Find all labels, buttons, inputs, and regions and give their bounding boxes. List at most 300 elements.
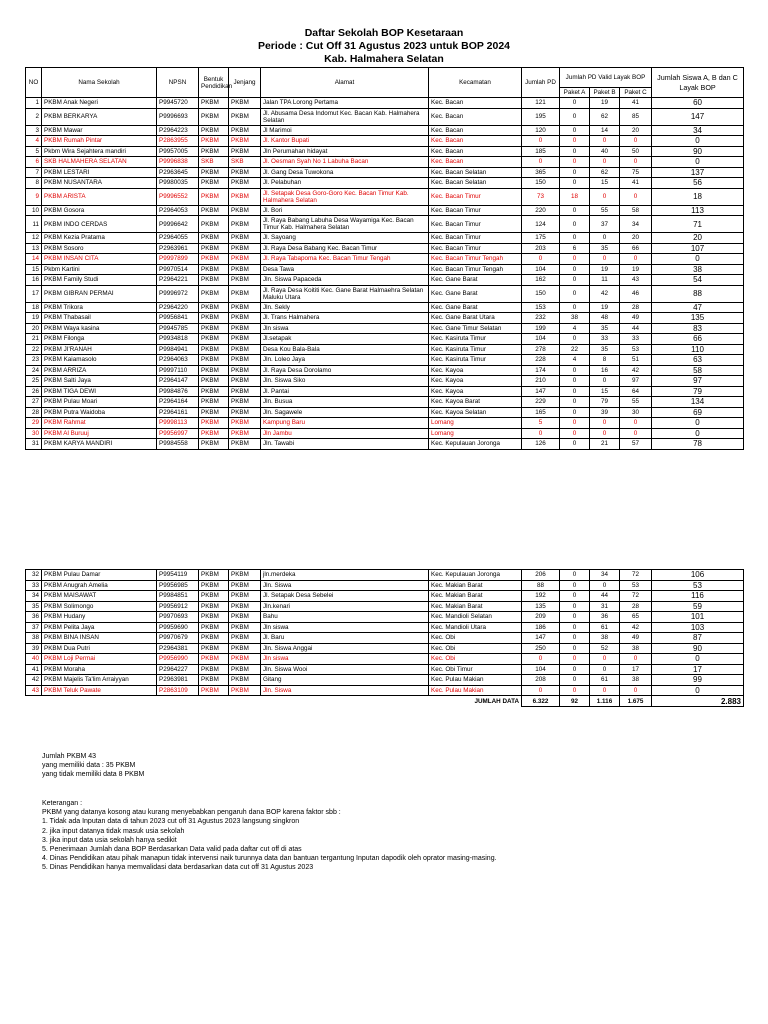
- school-name: PKBM BERKARYA: [42, 108, 157, 125]
- school-paket-b: 0: [590, 233, 620, 244]
- totals-pd: 6.322: [522, 696, 560, 707]
- school-address: Jl. Setapak Desa Goro-Goro Kec. Bacan Timur Kab. Halmahera Selatan: [261, 188, 429, 205]
- school-npsn: P2964221: [157, 275, 199, 286]
- school-paket-b: 0: [590, 418, 620, 429]
- school-name: PKBM Solimongo: [42, 601, 157, 612]
- school-kecamatan: Kec. Makian Barat: [429, 591, 522, 602]
- school-kecamatan: Kec. Bacan Selatan: [429, 178, 522, 189]
- school-paket-b: 34: [590, 570, 620, 581]
- row-number: 13: [26, 243, 42, 254]
- row-number: 32: [26, 570, 42, 581]
- school-paket-a: 0: [560, 418, 590, 429]
- school-paket-c: 41: [620, 98, 652, 109]
- header-alamat: Alamat: [261, 68, 429, 98]
- school-kecamatan: Kec. Bacan Timur: [429, 205, 522, 216]
- school-paket-a: 0: [560, 654, 590, 665]
- school-jumlah-pd: 192: [522, 591, 560, 602]
- school-row: [26, 98, 744, 109]
- school-paket-a: 0: [560, 146, 590, 157]
- school-jenjang: PKBM: [229, 205, 261, 216]
- school-total-siswa: 103: [652, 622, 744, 633]
- school-jenjang: PKBM: [229, 167, 261, 178]
- school-name: PKBM Hudany: [42, 612, 157, 623]
- school-jumlah-pd: 0: [522, 685, 560, 696]
- school-bentuk: PKBM: [199, 98, 229, 109]
- school-jumlah-pd: 365: [522, 167, 560, 178]
- school-npsn: P9984851: [157, 591, 199, 602]
- school-jenjang: PKBM: [229, 664, 261, 675]
- school-name: PKBM Trikora: [42, 302, 157, 313]
- school-bentuk: PKBM: [199, 188, 229, 205]
- school-paket-a: 0: [560, 205, 590, 216]
- school-jenjang: PKBM: [229, 643, 261, 654]
- school-total-siswa: 63: [652, 355, 744, 366]
- school-address: Jl. Trans Halmahera: [261, 313, 429, 324]
- summary-with-data: yang memiliki data : 35 PKBM: [42, 762, 136, 770]
- school-jenjang: PKBM: [229, 125, 261, 136]
- school-jenjang: PKBM: [229, 344, 261, 355]
- school-kecamatan: Kec. Bacan Timur: [429, 188, 522, 205]
- school-row: [26, 654, 744, 665]
- school-jumlah-pd: 150: [522, 178, 560, 189]
- school-row: [26, 334, 744, 345]
- school-paket-a: 0: [560, 622, 590, 633]
- school-paket-b: 0: [590, 254, 620, 265]
- school-jenjang: PKBM: [229, 108, 261, 125]
- school-paket-a: 0: [560, 216, 590, 233]
- school-npsn: P9997110: [157, 365, 199, 376]
- school-paket-a: 0: [560, 157, 590, 168]
- school-bentuk: PKBM: [199, 108, 229, 125]
- school-paket-c: 38: [620, 675, 652, 686]
- school-total-siswa: 71: [652, 216, 744, 233]
- school-npsn: P2964381: [157, 643, 199, 654]
- school-bentuk: PKBM: [199, 205, 229, 216]
- note-item: 4. Dinas Pendidikan atau pihak manapun tidak intervensi naik turunnya data dan bantuan tergantung Inputan dapodik oleh oprator masing-masing.: [42, 855, 497, 863]
- school-row: [26, 285, 744, 302]
- school-address: Jln. Busua: [261, 397, 429, 408]
- school-jumlah-pd: 208: [522, 675, 560, 686]
- school-jenjang: PKBM: [229, 188, 261, 205]
- school-jenjang: PKBM: [229, 570, 261, 581]
- school-total-siswa: 60: [652, 98, 744, 109]
- totals-siswa: 2.883: [652, 696, 744, 707]
- school-bentuk: PKBM: [199, 323, 229, 334]
- school-total-siswa: 0: [652, 157, 744, 168]
- school-total-siswa: 90: [652, 146, 744, 157]
- school-total-siswa: 0: [652, 685, 744, 696]
- row-number: 37: [26, 622, 42, 633]
- school-address: jln.merdeka: [261, 570, 429, 581]
- school-kecamatan: Kec. Makian Barat: [429, 601, 522, 612]
- school-paket-a: 18: [560, 188, 590, 205]
- school-jumlah-pd: 104: [522, 664, 560, 675]
- school-npsn: P2863955: [157, 136, 199, 147]
- school-paket-a: 0: [560, 254, 590, 265]
- school-npsn: P9984876: [157, 386, 199, 397]
- school-bentuk: PKBM: [199, 591, 229, 602]
- school-npsn: P9956841: [157, 313, 199, 324]
- row-number: 33: [26, 580, 42, 591]
- school-bentuk: PKBM: [199, 344, 229, 355]
- school-name: PKBM Rumah Pintar: [42, 136, 157, 147]
- header-kecamatan: Kecamatan: [429, 68, 522, 98]
- school-npsn: P9998113: [157, 418, 199, 429]
- note-item: 1. Tidak ada Inputan data di tahun 2023 cut off 31 Agustus 2023 langsung singkron: [42, 818, 300, 826]
- header-paket-a: Paket A: [560, 88, 590, 98]
- school-name: PKBM Loji Permai: [42, 654, 157, 665]
- school-total-siswa: 99: [652, 675, 744, 686]
- school-bentuk: PKBM: [199, 313, 229, 324]
- school-bentuk: PKBM: [199, 418, 229, 429]
- school-name: PKBM INSAN CITA: [42, 254, 157, 265]
- school-kecamatan: Kec. Bacan Timur: [429, 216, 522, 233]
- school-name: Pkbm Wira Sejahtera mandiri: [42, 146, 157, 157]
- school-jenjang: PKBM: [229, 355, 261, 366]
- school-kecamatan: Kec. Gane Barat Utara: [429, 313, 522, 324]
- school-row: [26, 439, 744, 450]
- school-kecamatan: Kec. Mandioli Selatan: [429, 612, 522, 623]
- school-address: Jl. Oesman Syah No 1 Labuha Bacan: [261, 157, 429, 168]
- note-item: 5. Penerimaan Jumlah dana BOP Berdasarkan Data valid pada daftar cut off di atas: [42, 846, 302, 854]
- school-jenjang: PKBM: [229, 216, 261, 233]
- row-number: 12: [26, 233, 42, 244]
- school-row: [26, 397, 744, 408]
- school-address: Jl. Pelabuhan: [261, 178, 429, 189]
- school-paket-a: 6: [560, 243, 590, 254]
- school-jenjang: PKBM: [229, 323, 261, 334]
- school-paket-b: 61: [590, 675, 620, 686]
- school-kecamatan: Kec. Kayoa: [429, 386, 522, 397]
- school-kecamatan: Kec. Makian Barat: [429, 580, 522, 591]
- school-bentuk: SKB: [199, 157, 229, 168]
- row-number: 36: [26, 612, 42, 623]
- school-kecamatan: Kec. Gane Timur Selatan: [429, 323, 522, 334]
- school-paket-c: 97: [620, 376, 652, 387]
- school-jumlah-pd: 165: [522, 407, 560, 418]
- school-paket-b: 8: [590, 355, 620, 366]
- school-address: Jl. Raya Desa Koititi Kec. Gane Barat Halmaehra Selatan Maluku Utara: [261, 285, 429, 302]
- school-npsn: P2964147: [157, 376, 199, 387]
- school-paket-b: 14: [590, 125, 620, 136]
- school-paket-b: 0: [590, 685, 620, 696]
- school-paket-a: 0: [560, 664, 590, 675]
- notes-intro: PKBM yang datanya kosong atau kurang menyebabkan pengaruh dana BOP karena faktor sbb :: [42, 809, 341, 817]
- school-paket-b: 0: [590, 428, 620, 439]
- school-paket-c: 42: [620, 365, 652, 376]
- school-jumlah-pd: 5: [522, 418, 560, 429]
- school-jumlah-pd: 278: [522, 344, 560, 355]
- school-total-siswa: 83: [652, 323, 744, 334]
- school-name: PKBM Al Buruuj: [42, 428, 157, 439]
- row-number: 9: [26, 188, 42, 205]
- school-jumlah-pd: 175: [522, 233, 560, 244]
- school-paket-a: 0: [560, 264, 590, 275]
- school-paket-a: 4: [560, 355, 590, 366]
- school-jenjang: PKBM: [229, 397, 261, 408]
- school-total-siswa: 54: [652, 275, 744, 286]
- school-paket-b: 15: [590, 386, 620, 397]
- row-number: 35: [26, 601, 42, 612]
- school-row: [26, 146, 744, 157]
- school-paket-c: 51: [620, 355, 652, 366]
- row-number: 2: [26, 108, 42, 125]
- school-jumlah-pd: 73: [522, 188, 560, 205]
- school-address: Jl. Raya Desa Babang Kec. Bacan Timur: [261, 243, 429, 254]
- school-name: PKBM Kezia Pratama: [42, 233, 157, 244]
- school-paket-c: 0: [620, 157, 652, 168]
- school-name: PKBM Pulau Moari: [42, 397, 157, 408]
- school-jumlah-pd: 88: [522, 580, 560, 591]
- school-address: Jln. Siswa: [261, 580, 429, 591]
- school-total-siswa: 66: [652, 334, 744, 345]
- school-jenjang: PKBM: [229, 654, 261, 665]
- school-name: PKBM Teluk Pawate: [42, 685, 157, 696]
- school-paket-c: 0: [620, 654, 652, 665]
- school-total-siswa: 0: [652, 654, 744, 665]
- notes-block: [42, 799, 497, 873]
- school-bentuk: PKBM: [199, 178, 229, 189]
- row-number: 16: [26, 275, 42, 286]
- school-kecamatan: Kec. Gane Barat: [429, 275, 522, 286]
- school-kecamatan: Kec. Bacan Timur: [429, 233, 522, 244]
- school-kecamatan: Kec. Bacan Selatan: [429, 167, 522, 178]
- school-paket-b: 19: [590, 98, 620, 109]
- school-row: [26, 108, 744, 125]
- row-number: 21: [26, 334, 42, 345]
- row-number: 11: [26, 216, 42, 233]
- school-paket-a: 0: [560, 98, 590, 109]
- school-address: Jln. Siswa Papaceda: [261, 275, 429, 286]
- school-paket-c: 20: [620, 125, 652, 136]
- school-paket-c: 42: [620, 622, 652, 633]
- school-bentuk: PKBM: [199, 397, 229, 408]
- school-jenjang: PKBM: [229, 580, 261, 591]
- school-bentuk: PKBM: [199, 355, 229, 366]
- school-total-siswa: 59: [652, 601, 744, 612]
- school-row: [26, 407, 744, 418]
- school-row: [26, 178, 744, 189]
- school-total-siswa: 110: [652, 344, 744, 355]
- school-jumlah-pd: 104: [522, 334, 560, 345]
- school-name: PKBM Putra Waidoba: [42, 407, 157, 418]
- school-kecamatan: Kec. Gane Barat: [429, 302, 522, 313]
- school-address: Jl. Kantor Bupati: [261, 136, 429, 147]
- school-kecamatan: Kec. Bacan: [429, 125, 522, 136]
- school-name: PKBM LESTARI: [42, 167, 157, 178]
- school-jenjang: PKBM: [229, 386, 261, 397]
- school-bentuk: PKBM: [199, 633, 229, 644]
- school-npsn: P2963981: [157, 675, 199, 686]
- school-paket-b: 39: [590, 407, 620, 418]
- school-paket-c: 46: [620, 285, 652, 302]
- school-npsn: P9956985: [157, 580, 199, 591]
- school-paket-b: 0: [590, 580, 620, 591]
- school-paket-b: 15: [590, 178, 620, 189]
- school-paket-b: 11: [590, 275, 620, 286]
- school-bentuk: PKBM: [199, 125, 229, 136]
- totals-label: JUMLAH DATA: [474, 697, 519, 705]
- school-jumlah-pd: 0: [522, 654, 560, 665]
- school-paket-b: 0: [590, 376, 620, 387]
- school-row: [26, 418, 744, 429]
- school-kecamatan: Kec. Bacan Timur Tengah: [429, 264, 522, 275]
- school-jumlah-pd: 120: [522, 125, 560, 136]
- totals-paket-c: 1.675: [620, 696, 652, 707]
- school-row: [26, 243, 744, 254]
- school-paket-a: 0: [560, 365, 590, 376]
- header-bentuk-pendidikan: Bentuk Pendidikan: [199, 68, 229, 98]
- school-kecamatan: Kec. Kayoa Barat: [429, 397, 522, 408]
- school-paket-c: 44: [620, 323, 652, 334]
- school-jenjang: PKBM: [229, 254, 261, 265]
- school-name: PKBM NUSANTARA: [42, 178, 157, 189]
- school-row: [26, 323, 744, 334]
- school-kecamatan: Lomang: [429, 428, 522, 439]
- school-total-siswa: 34: [652, 125, 744, 136]
- school-paket-a: 0: [560, 685, 590, 696]
- row-number: 27: [26, 397, 42, 408]
- school-npsn: P9970514: [157, 264, 199, 275]
- notes-heading: Keterangan :: [42, 800, 83, 807]
- school-jenjang: PKBM: [229, 633, 261, 644]
- school-row: [26, 355, 744, 366]
- school-row: [26, 275, 744, 286]
- school-kecamatan: Kec. Kayoa: [429, 376, 522, 387]
- school-total-siswa: 20: [652, 233, 744, 244]
- school-paket-a: 0: [560, 302, 590, 313]
- school-total-siswa: 135: [652, 313, 744, 324]
- row-number: 19: [26, 313, 42, 324]
- school-name: PKBM Kaiamasolo: [42, 355, 157, 366]
- school-paket-a: 0: [560, 591, 590, 602]
- school-total-siswa: 113: [652, 205, 744, 216]
- school-bentuk: PKBM: [199, 612, 229, 623]
- school-paket-b: 19: [590, 264, 620, 275]
- school-kecamatan: Kec. Kayoa: [429, 365, 522, 376]
- school-npsn: P2964227: [157, 664, 199, 675]
- school-address: Jln. Loleo Jaya: [261, 355, 429, 366]
- row-number: 23: [26, 355, 42, 366]
- school-bentuk: PKBM: [199, 675, 229, 686]
- row-number: 26: [26, 386, 42, 397]
- school-row: [26, 157, 744, 168]
- school-kecamatan: Kec. Bacan: [429, 98, 522, 109]
- school-row: [26, 633, 744, 644]
- school-name: PKBM Waya kasina: [42, 323, 157, 334]
- row-number: 3: [26, 125, 42, 136]
- school-npsn: P9956997: [157, 428, 199, 439]
- school-kecamatan: Kec. Bacan: [429, 136, 522, 147]
- header-paket-c: Paket C: [620, 88, 652, 98]
- school-address: Jln Perumahan hidayat: [261, 146, 429, 157]
- school-jumlah-pd: 228: [522, 355, 560, 366]
- school-paket-a: 4: [560, 323, 590, 334]
- totals-row: [26, 696, 744, 707]
- school-total-siswa: 87: [652, 633, 744, 644]
- school-bentuk: PKBM: [199, 146, 229, 157]
- school-name: PKBM JI'RANAH: [42, 344, 157, 355]
- school-row: [26, 428, 744, 439]
- school-npsn: P2964063: [157, 355, 199, 366]
- school-row: [26, 216, 744, 233]
- school-paket-c: 28: [620, 601, 652, 612]
- school-name: PKBM ARRIZA: [42, 365, 157, 376]
- document-region: Kab. Halmahera Selatan: [324, 53, 444, 65]
- school-bentuk: PKBM: [199, 275, 229, 286]
- school-paket-a: 0: [560, 334, 590, 345]
- row-number: 29: [26, 418, 42, 429]
- school-paket-a: 0: [560, 570, 590, 581]
- school-jumlah-pd: 147: [522, 386, 560, 397]
- school-paket-b: 31: [590, 601, 620, 612]
- school-paket-a: 0: [560, 125, 590, 136]
- school-row: [26, 612, 744, 623]
- note-item: 3. jika input data usia sekolah hanya sedikit: [42, 836, 177, 844]
- school-jenjang: PKBM: [229, 334, 261, 345]
- school-name: SKB HALMAHERA SELATAN: [42, 157, 157, 168]
- school-paket-a: 38: [560, 313, 590, 324]
- school-kecamatan: Kec. Kasiruta Timur: [429, 334, 522, 345]
- school-address: Jln. Sekly: [261, 302, 429, 313]
- school-jenjang: PKBM: [229, 407, 261, 418]
- summary-block: [42, 752, 144, 780]
- note-item: 5. Dinas Pendidikan hanya memvalidasi data berdasarkan data cut off 31 Agustus 2023: [42, 864, 314, 872]
- school-paket-a: 0: [560, 643, 590, 654]
- school-npsn: P2964223: [157, 125, 199, 136]
- school-paket-c: 0: [620, 188, 652, 205]
- school-jumlah-pd: 186: [522, 622, 560, 633]
- school-jumlah-pd: 195: [522, 108, 560, 125]
- school-paket-c: 58: [620, 205, 652, 216]
- school-name: PKBM Family Studi: [42, 275, 157, 286]
- school-paket-a: 0: [560, 439, 590, 450]
- school-npsn: P2963961: [157, 243, 199, 254]
- school-paket-b: 62: [590, 167, 620, 178]
- school-address: Jl. Abusama Desa Indomut Kec. Bacan Kab. Halmahera Selatan: [261, 108, 429, 125]
- school-address: Jl Marimoi: [261, 125, 429, 136]
- school-paket-c: 55: [620, 397, 652, 408]
- school-paket-a: 0: [560, 285, 590, 302]
- header-jumlah-pd: Jumlah PD: [522, 68, 560, 98]
- school-address: Jl. Sayoang: [261, 233, 429, 244]
- school-paket-a: 0: [560, 167, 590, 178]
- school-bentuk: PKBM: [199, 428, 229, 439]
- school-paket-c: 72: [620, 591, 652, 602]
- school-jenjang: PKBM: [229, 285, 261, 302]
- school-total-siswa: 101: [652, 612, 744, 623]
- school-name: PKBM Mawar: [42, 125, 157, 136]
- school-bentuk: PKBM: [199, 285, 229, 302]
- school-bentuk: PKBM: [199, 664, 229, 675]
- school-row: [26, 125, 744, 136]
- school-row: [26, 344, 744, 355]
- school-jumlah-pd: 199: [522, 323, 560, 334]
- school-address: Jln. Sagawele: [261, 407, 429, 418]
- school-npsn: P9959690: [157, 622, 199, 633]
- school-npsn: P9996693: [157, 108, 199, 125]
- school-jenjang: PKBM: [229, 428, 261, 439]
- school-kecamatan: Kec. Bacan: [429, 157, 522, 168]
- school-jenjang: PKBM: [229, 146, 261, 157]
- school-paket-a: 0: [560, 233, 590, 244]
- school-paket-b: 40: [590, 146, 620, 157]
- school-bentuk: PKBM: [199, 264, 229, 275]
- school-kecamatan: Kec. Kepulauan Joronga: [429, 439, 522, 450]
- school-row: [26, 570, 744, 581]
- school-total-siswa: 38: [652, 264, 744, 275]
- school-paket-a: 0: [560, 275, 590, 286]
